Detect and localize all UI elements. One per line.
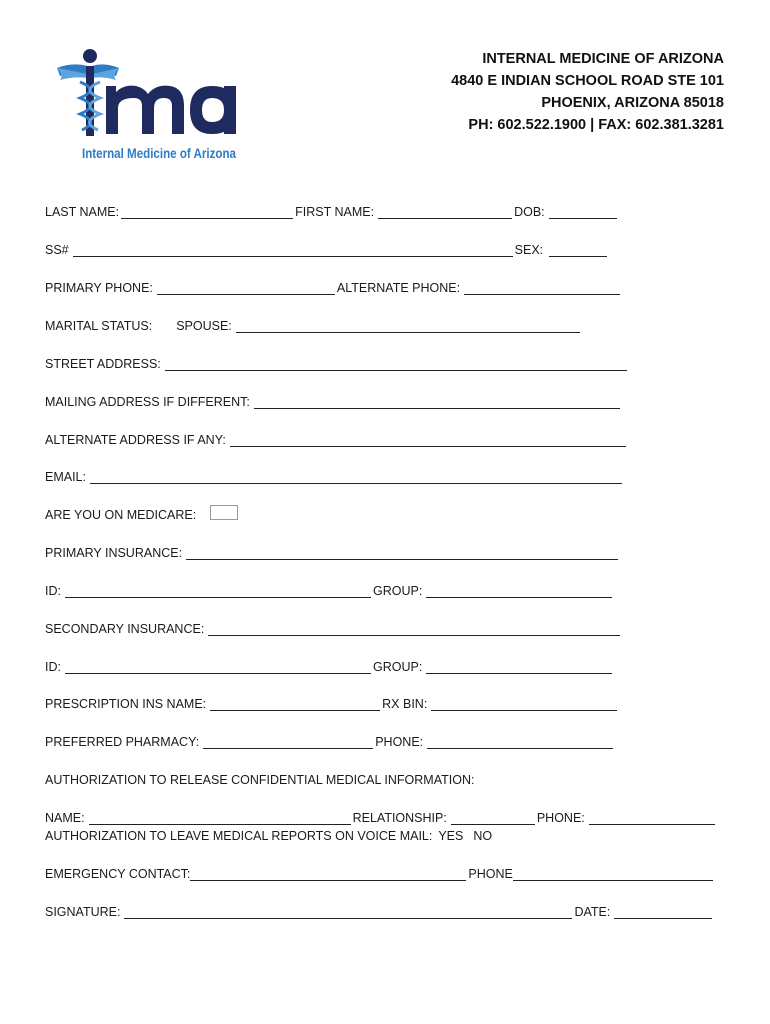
- mailing-row: [45, 391, 725, 409]
- ss-row: [45, 239, 725, 257]
- secondary-id-label: ID:: [45, 660, 61, 674]
- authorization-row: [45, 769, 725, 787]
- clinic-phone-fax: PH: 602.522.1900 | FAX: 602.381.3281: [468, 117, 724, 133]
- primary-id-row: [45, 580, 725, 598]
- auth-name-row: [45, 807, 725, 825]
- pharmacy-phone-field[interactable]: [427, 734, 613, 749]
- secondary-id-field[interactable]: [65, 659, 371, 674]
- clinic-street: 4840 E INDIAN SCHOOL ROAD STE 101: [451, 73, 724, 89]
- auth-phone-field[interactable]: [589, 810, 715, 825]
- rx-row: [45, 693, 725, 711]
- emergency-phone-field[interactable]: [513, 866, 713, 881]
- pharmacy-row: [45, 731, 725, 749]
- rx-bin-field[interactable]: [431, 696, 617, 711]
- clinic-city: PHOENIX, ARIZONA 85018: [541, 95, 724, 111]
- marital-row: [45, 315, 725, 333]
- email-label: EMAIL:: [45, 470, 86, 484]
- emergency-contact-field[interactable]: [190, 866, 466, 881]
- clinic-name: INTERNAL MEDICINE OF ARIZONA: [482, 51, 724, 67]
- emergency-row: [45, 863, 725, 881]
- ss-field[interactable]: [73, 242, 513, 257]
- voicemail-row: [45, 825, 725, 843]
- secondary-group-label: GROUP:: [372, 660, 423, 674]
- first-name-field[interactable]: [378, 204, 512, 219]
- email-field[interactable]: [90, 469, 622, 484]
- pharmacy-label: PREFERRED PHARMACY:: [45, 735, 200, 749]
- rx-bin-label: RX BIN:: [382, 697, 428, 711]
- auth-phone-label: PHONE:: [536, 811, 585, 825]
- primary-insurance-label: PRIMARY INSURANCE:: [45, 546, 183, 560]
- marital-status-label: MARITAL STATUS:: [45, 319, 153, 333]
- signature-label: SIGNATURE:: [45, 905, 121, 919]
- secondary-insurance-row: [45, 618, 725, 636]
- alternate-address-row: [45, 429, 725, 447]
- date-label: DATE:: [574, 905, 611, 919]
- phone-row: [45, 277, 725, 295]
- sex-label: SEX:: [514, 243, 544, 257]
- logo-tagline: Internal Medicine of Arizona: [82, 145, 237, 161]
- street-address-label: STREET ADDRESS:: [45, 357, 161, 371]
- signature-row: [45, 901, 725, 919]
- emergency-phone-label: PHONE: [468, 867, 513, 881]
- dob-label: DOB:: [514, 205, 545, 219]
- street-row: [45, 353, 725, 371]
- relationship-label: RELATIONSHIP:: [352, 811, 447, 825]
- date-field[interactable]: [614, 904, 712, 919]
- primary-insurance-field[interactable]: [186, 545, 618, 560]
- relationship-field[interactable]: [451, 810, 535, 825]
- name-row: [45, 201, 725, 219]
- primary-id-field[interactable]: [65, 583, 371, 598]
- ss-label: SS#: [45, 243, 69, 257]
- authorization-heading: AUTHORIZATION TO RELEASE CONFIDENTIAL MEDICAL INFORMATION:: [45, 773, 475, 787]
- pharmacy-field[interactable]: [203, 734, 373, 749]
- medicare-label: ARE YOU ON MEDICARE:: [45, 508, 197, 522]
- auth-name-label: NAME:: [45, 811, 85, 825]
- alternate-address-label: ALTERNATE ADDRESS IF ANY:: [45, 433, 226, 447]
- secondary-insurance-field[interactable]: [208, 621, 620, 636]
- sex-field[interactable]: [549, 242, 607, 257]
- medicare-row: [45, 504, 725, 522]
- voicemail-no[interactable]: NO: [473, 829, 493, 843]
- primary-insurance-row: [45, 542, 725, 560]
- secondary-id-row: [45, 656, 725, 674]
- first-name-label: FIRST NAME:: [295, 205, 375, 219]
- dob-field[interactable]: [549, 204, 617, 219]
- primary-phone-label: PRIMARY PHONE:: [45, 281, 153, 295]
- alternate-phone-field[interactable]: [464, 280, 620, 295]
- primary-group-field[interactable]: [426, 583, 612, 598]
- emergency-contact-label: EMERGENCY CONTACT:: [45, 867, 191, 881]
- spouse-field[interactable]: [236, 318, 580, 333]
- primary-phone-field[interactable]: [157, 280, 335, 295]
- rx-name-field[interactable]: [210, 696, 380, 711]
- alternate-address-field[interactable]: [230, 432, 626, 447]
- secondary-group-field[interactable]: [426, 659, 612, 674]
- clinic-header: [451, 48, 724, 136]
- rx-name-label: PRESCRIPTION INS NAME:: [45, 697, 207, 711]
- voicemail-yes[interactable]: YES: [438, 829, 464, 843]
- last-name-field[interactable]: [121, 204, 293, 219]
- signature-field[interactable]: [124, 904, 572, 919]
- primary-group-label: GROUP:: [372, 584, 423, 598]
- last-name-label: LAST NAME:: [45, 205, 120, 219]
- medicare-checkbox[interactable]: [210, 505, 238, 520]
- street-address-field[interactable]: [165, 356, 627, 371]
- alternate-phone-label: ALTERNATE PHONE:: [336, 281, 461, 295]
- mailing-address-field[interactable]: [254, 394, 620, 409]
- pharmacy-phone-label: PHONE:: [375, 735, 424, 749]
- auth-name-field[interactable]: [89, 810, 351, 825]
- secondary-insurance-label: SECONDARY INSURANCE:: [45, 622, 205, 636]
- spouse-label: SPOUSE:: [176, 319, 232, 333]
- logo-m: [106, 86, 184, 134]
- email-row: [45, 466, 725, 484]
- voicemail-label: AUTHORIZATION TO LEAVE MEDICAL REPORTS ON VOICE MAIL:: [45, 829, 433, 843]
- ima-logo: [52, 46, 242, 166]
- mailing-address-label: MAILING ADDRESS IF DIFFERENT:: [45, 395, 250, 409]
- primary-id-label: ID:: [45, 584, 61, 598]
